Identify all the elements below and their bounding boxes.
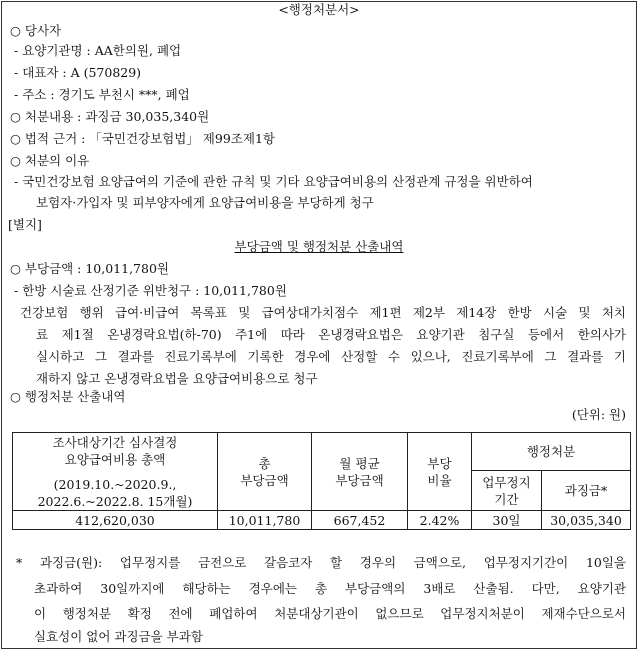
header-monthly-avg: 월 평균 부당금액 xyxy=(312,433,408,511)
detail-line-1: 건강보험 행위 급여·비급여 목록표 및 급여상대가치점수 제1편 제2부 제14장 한방 시술 및 처치 xyxy=(20,305,626,320)
header-unjust-total: 총 부당금액 xyxy=(218,433,312,511)
disposition-content: ○ 처분내용 : 과징금 30,035,340원 xyxy=(10,109,210,124)
calc-heading: ○ 행정처분 산출내역 xyxy=(10,389,126,404)
detail-line-2: 료 제1절 온냉경락요법(하-70) 주1에 따라 온냉경락요법은 요양기관 침구실 등에서 한의사가 xyxy=(36,327,626,342)
cell-total: 412,620,030 xyxy=(13,511,218,530)
calculation-table xyxy=(12,432,631,530)
table-row xyxy=(13,511,631,530)
representative: - 대표자 : A (570829) xyxy=(14,65,142,80)
header-ratio: 부당 비율 xyxy=(408,433,472,511)
institution-name: - 요양기관명 : AA한의원, 폐업 xyxy=(14,43,182,58)
reason-heading: ○ 처분의 이유 xyxy=(10,153,90,168)
unjust-amount: ○ 부당금액 : 10,011,780원 xyxy=(10,261,169,276)
header-suspension-period: 업무정지 기간 xyxy=(472,471,542,511)
violation-item: - 한방 시술료 산정기준 위반청구 : 10,011,780원 xyxy=(14,283,287,298)
cell-unjust-total: 10,011,780 xyxy=(218,511,312,530)
reason-line-1: - 국민건강보험 요양급여의 기준에 관한 규칙 및 기타 요양급여비용의 산정관계 규정을 위반하여 xyxy=(14,174,533,189)
header-admin-disposition: 행정처분 xyxy=(472,433,631,471)
header-total-period: 조사대상기간 심사결정 요양급여비용 총액 (2019.10.~2020.9., 2022.6.~2022.8. 15개월) xyxy=(13,433,218,511)
cell-monthly-avg: 667,452 xyxy=(312,511,408,530)
cell-ratio: 2.42% xyxy=(408,511,472,530)
footnote-line-4: 실효성이 없어 과징금을 부과함 xyxy=(34,629,203,644)
reason-line-2: 보험자·가입자 및 피부양자에게 요양급여비용을 부당하게 청구 xyxy=(36,195,374,210)
party-heading: ○ 당사자 xyxy=(10,23,62,38)
document-page xyxy=(1,1,637,649)
footnote-line-2: 초과하여 30일까지에 해당하는 경우에는 총 부당금액의 3배로 산출됨. 다만, 요양기관 xyxy=(34,581,626,596)
header-penalty: 과징금* xyxy=(542,471,631,511)
footnote-line-1: * 과징금(원): 업무정지를 금전으로 갈음코자 할 경우의 금액으로, 업무정지기간이 10일을 xyxy=(16,555,626,570)
document-title: <행정처분서> xyxy=(278,2,360,17)
annex-label: [별지] xyxy=(8,217,42,232)
address: - 주소 : 경기도 부천시 ***, 폐업 xyxy=(14,87,190,102)
cell-suspension: 30일 xyxy=(472,511,542,530)
footnote-line-3: 이 행정처분 확정 전에 폐업하여 처분대상기관이 없으므로 업무정지처분이 제재수단으로서 xyxy=(34,606,626,621)
cell-penalty: 30,035,340 xyxy=(542,511,631,530)
annex-title: 부당금액 및 행정처분 산출내역 xyxy=(234,239,404,254)
legal-basis: ○ 법적 근거 : 「국민건강보험법」 제99조제1항 xyxy=(10,131,275,146)
unit-label: (단위: 원) xyxy=(571,407,626,422)
detail-line-3: 실시하고 그 결과를 진료기록부에 기록한 경우에 산정할 수 있으나, 진료기록부에 그 결과를 기 xyxy=(36,349,626,364)
detail-line-4: 재하지 않고 온냉경락요법을 요양급여비용으로 청구 xyxy=(36,371,318,386)
